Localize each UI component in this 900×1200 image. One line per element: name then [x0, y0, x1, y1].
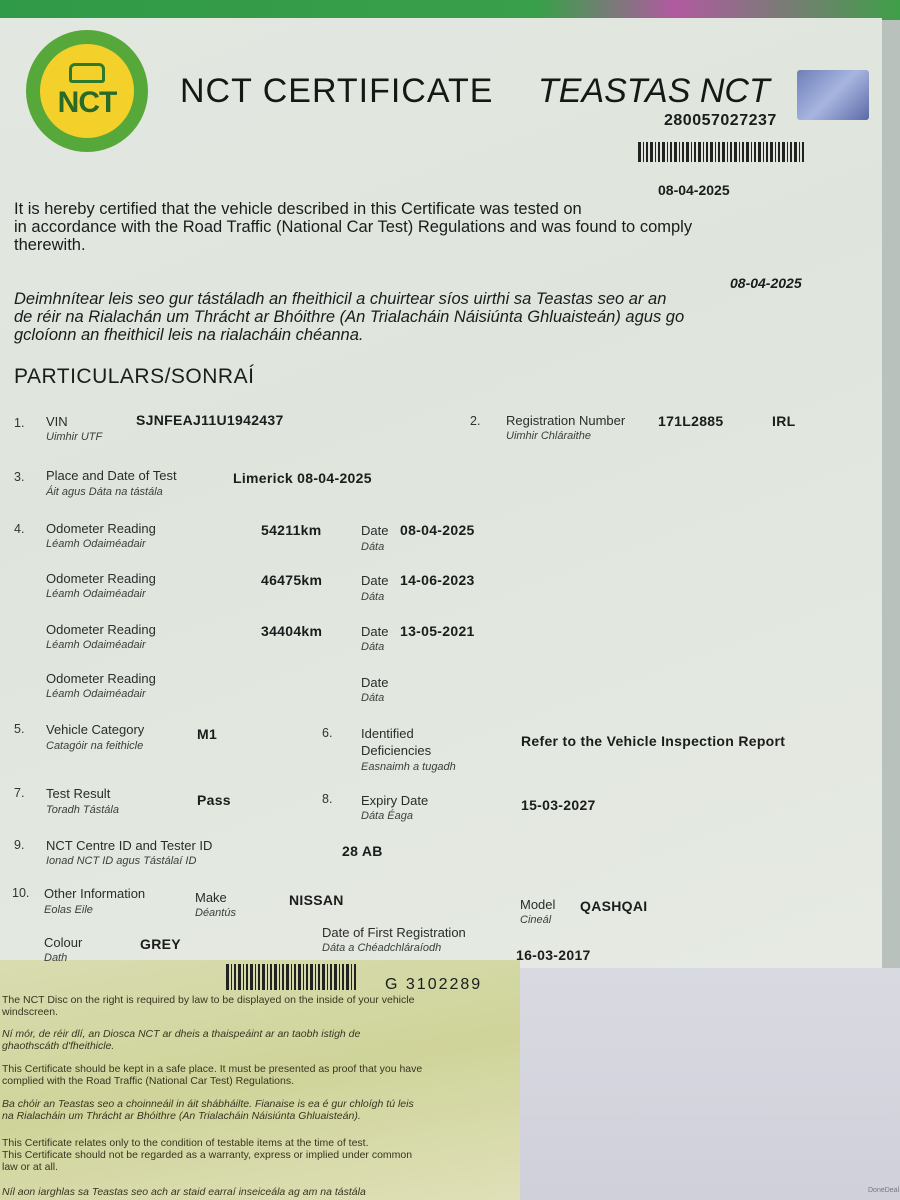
watermark: DoneDeal — [868, 1187, 900, 1194]
barcode-bar — [226, 964, 229, 990]
odometer-date-label: Date — [361, 523, 389, 538]
item-number: 4. — [14, 522, 25, 536]
other-info-label: Other Information — [44, 886, 146, 901]
odometer-value-3: 34404km — [261, 623, 323, 639]
test-date-top: 08-04-2025 — [658, 182, 730, 198]
barcode-bar — [303, 964, 304, 990]
barcode-bar — [322, 964, 325, 990]
item-number: 3. — [14, 470, 25, 484]
barcode-bar — [763, 142, 764, 162]
barcode-bar — [334, 964, 337, 990]
barcode-bar — [274, 964, 277, 990]
barcode-bar — [794, 142, 797, 162]
barcode-bar — [710, 142, 713, 162]
barcode-bar — [799, 142, 800, 162]
make-sublabel: Déantús — [195, 907, 236, 919]
barcode-bar — [270, 964, 272, 990]
barcode-bar — [662, 142, 665, 162]
barcode-bar — [650, 142, 653, 162]
result-value: Pass — [197, 792, 231, 808]
make-label: Make — [195, 890, 227, 905]
odometer-date-label: Date — [361, 573, 389, 588]
odometer-date-1: 08-04-2025 — [400, 522, 475, 538]
item-number: 6. — [322, 726, 333, 740]
top-color-band — [0, 0, 900, 20]
barcode-bar — [658, 142, 660, 162]
first-reg-label: Date of First Registration — [322, 925, 466, 940]
disc-note-line: Ní mór, de réir dlí, an Diosca NCT ar dheis a thaispeáint ar an taobh istigh de — [2, 1028, 361, 1040]
barcode-bar — [754, 142, 756, 162]
centre-label: NCT Centre ID and Tester ID — [46, 838, 213, 853]
odometer-sublabel: Léamh Odaiméadair — [46, 639, 146, 651]
barcode-bar — [315, 964, 316, 990]
registration-country: IRL — [772, 413, 796, 429]
odometer-label: Odometer Reading — [46, 521, 156, 536]
title-irish: TEASTAS NCT — [538, 72, 770, 110]
odometer-sublabel: Léamh Odaiméadair — [46, 588, 146, 600]
barcode-bar — [342, 964, 344, 990]
barcode-bar — [787, 142, 788, 162]
odometer-date-sublabel: Dáta — [361, 641, 385, 653]
disc-note-line: The NCT Disc on the right is required by law to be displayed on the inside of your vehicle — [2, 994, 415, 1006]
model-label: Model — [520, 897, 556, 912]
centre-sublabel: Ionad NCT ID agus Tástálaí ID — [46, 855, 197, 867]
barcode-bar — [670, 142, 672, 162]
barcode-bar — [231, 964, 232, 990]
vin-label: VIN — [46, 414, 68, 429]
disc-note-line: complied with the Road Traffic (National Car Test) Regulations. — [2, 1075, 295, 1087]
odometer-date-3: 13-05-2021 — [400, 623, 475, 639]
odometer-date-label: Date — [361, 675, 389, 690]
barcode-bar — [746, 142, 749, 162]
barcode-bar — [775, 142, 776, 162]
barcode-bar — [286, 964, 289, 990]
disc-code: G 3102289 — [385, 976, 483, 993]
barcode-bar — [655, 142, 656, 162]
barcode-bar — [770, 142, 773, 162]
barcode-bar — [258, 964, 260, 990]
barcode-bar — [742, 142, 744, 162]
colour-sublabel: Dath — [44, 952, 68, 964]
disc-note-line: ghaothscáth d'fheithicle. — [2, 1040, 115, 1052]
barcode-bar — [330, 964, 332, 990]
deficiencies-value: Refer to the Vehicle Inspection Report — [521, 733, 786, 749]
barcode-bar — [310, 964, 313, 990]
barcode-bar — [327, 964, 328, 990]
item-number: 5. — [14, 722, 25, 736]
deficiencies-label-2: Deficiencies — [361, 743, 432, 758]
expiry-value: 15-03-2027 — [521, 797, 596, 813]
other-info-sublabel: Eolas Eile — [44, 904, 93, 916]
barcode-bar — [255, 964, 256, 990]
first-reg-value: 16-03-2017 — [516, 947, 591, 963]
barcode-bar — [262, 964, 265, 990]
first-reg-sublabel: Dáta a Chéadchláraíodh — [322, 942, 442, 954]
title-english: NCT CERTIFICATE — [180, 72, 494, 110]
barcode-bar — [282, 964, 284, 990]
colour-label: Colour — [44, 935, 83, 950]
barcode-bar — [646, 142, 648, 162]
deficiencies-sublabel: Easnaimh a tugadh — [361, 761, 456, 773]
barcode-bar — [751, 142, 752, 162]
result-sublabel: Toradh Tástála — [46, 804, 119, 816]
item-number: 10. — [12, 886, 30, 900]
barcode-bar — [727, 142, 728, 162]
barcode-bar — [250, 964, 253, 990]
background-surface — [520, 968, 900, 1200]
barcode-bar — [734, 142, 737, 162]
barcode-bar — [706, 142, 708, 162]
nct-logo-icon — [26, 30, 148, 152]
barcode-bar — [667, 142, 668, 162]
test-place-value: Limerick 08-04-2025 — [233, 470, 372, 486]
odometer-date-sublabel: Dáta — [361, 591, 385, 603]
barcode-bar — [234, 964, 236, 990]
disc-barcode — [226, 964, 358, 990]
deficiencies-label-1: Identified — [361, 726, 414, 741]
registration-sublabel: Uimhir Chláraithe — [506, 430, 591, 442]
barcode-bar — [703, 142, 704, 162]
barcode-bar — [739, 142, 740, 162]
barcode-bar — [778, 142, 780, 162]
disc-note-line: Níl aon iarghlas sa Teastas seo ach ar staid earraí inseiceála ag am na tástála — [2, 1186, 366, 1198]
odometer-value-1: 54211km — [261, 522, 322, 538]
particulars-heading: PARTICULARS/SONRAÍ — [14, 365, 255, 388]
barcode-bar — [243, 964, 244, 990]
odometer-label: Odometer Reading — [46, 622, 156, 637]
make-value: NISSAN — [289, 892, 344, 908]
item-number: 2. — [470, 414, 481, 428]
disc-note-line: This Certificate relates only to the condition of testable items at the time of test. — [2, 1137, 369, 1149]
barcode-bar — [722, 142, 725, 162]
odometer-date-2: 14-06-2023 — [400, 572, 475, 588]
barcode-bar — [318, 964, 320, 990]
item-number: 9. — [14, 838, 25, 852]
barcode-bar — [306, 964, 308, 990]
barcode-bar — [339, 964, 340, 990]
barcode-bar — [679, 142, 680, 162]
disc-note-line: This Certificate should not be regarded as a warranty, express or implied under common — [2, 1149, 413, 1161]
barcode-bar — [674, 142, 677, 162]
barcode-bar — [246, 964, 248, 990]
statement-ga-line-3: gcloíonn an fheithicil leis na rialacháin chéanna. — [14, 326, 364, 344]
barcode-bar — [718, 142, 720, 162]
barcode-bar — [691, 142, 692, 162]
colour-value: GREY — [140, 936, 181, 952]
test-date-irish: 08-04-2025 — [730, 275, 802, 291]
barcode-bar — [698, 142, 701, 162]
car-icon — [69, 63, 105, 83]
odometer-date-label: Date — [361, 624, 389, 639]
model-value: QASHQAI — [580, 898, 648, 914]
barcode-bar — [638, 142, 641, 162]
barcode-bar — [294, 964, 296, 990]
barcode-bar — [354, 964, 356, 990]
odometer-label: Odometer Reading — [46, 571, 156, 586]
barcode-bar — [766, 142, 768, 162]
statement-en-line-2: in accordance with the Road Traffic (National Car Test) Regulations and was found to comply — [14, 218, 693, 236]
statement-ga-line-1: Deimhnítear leis seo gur tástáladh an fheithicil a chuirtear síos uirthi sa Teastas seo ar an — [14, 290, 667, 308]
barcode-bar — [694, 142, 696, 162]
category-sublabel: Catagóir na feithicle — [46, 740, 144, 752]
item-number: 7. — [14, 786, 25, 800]
vin-sublabel: Uimhir UTF — [46, 431, 103, 443]
barcode-bar — [782, 142, 785, 162]
category-label: Vehicle Category — [46, 722, 145, 737]
category-value: M1 — [197, 726, 218, 742]
barcode-bar — [730, 142, 732, 162]
test-place-label: Place and Date of Test — [46, 468, 177, 483]
disc-note-line: law or at all. — [2, 1161, 59, 1173]
statement-en-line-3: therewith. — [14, 236, 86, 254]
registration-value: 171L2885 — [658, 413, 724, 429]
barcode-bar — [291, 964, 292, 990]
disc-note-line: windscreen. — [2, 1006, 59, 1018]
registration-label: Registration Number — [506, 413, 626, 428]
disc-note-line: na Rialacháin um Thrácht ar Bhóithre (An Trialacháin Náisiúnta Ghluaisteán). — [2, 1110, 361, 1122]
barcode-bar — [758, 142, 761, 162]
expiry-label: Expiry Date — [361, 793, 429, 808]
result-label: Test Result — [46, 786, 111, 801]
odometer-sublabel: Léamh Odaiméadair — [46, 538, 146, 550]
barcode-bar — [790, 142, 792, 162]
disc-note-line: This Certificate should be kept in a safe place. It must be presented as proof that you have — [2, 1063, 423, 1075]
barcode-bar — [686, 142, 689, 162]
hologram-icon — [797, 70, 869, 120]
barcode-bar — [351, 964, 352, 990]
barcode-bar — [298, 964, 301, 990]
odometer-date-sublabel: Dáta — [361, 692, 385, 704]
disc-note-line: Ba chóir an Teastas seo a choinneáil in áit shábháilte. Fianaise is ea é gur chloígh tú leis — [2, 1098, 414, 1110]
statement-en-line-1: It is hereby certified that the vehicle described in this Certificate was tested on — [14, 200, 582, 218]
barcode-bar — [802, 142, 804, 162]
item-number: 1. — [14, 416, 25, 430]
barcode-bar — [682, 142, 684, 162]
barcode-bar — [643, 142, 644, 162]
expiry-sublabel: Dáta Éaga — [361, 810, 413, 822]
odometer-date-sublabel: Dáta — [361, 541, 385, 553]
test-place-sublabel: Áit agus Dáta na tástála — [46, 486, 163, 498]
statement-ga-line-2: de réir na Rialachán um Thrácht ar Bhóithre (An Trialacháin Náisiúnta Ghluaisteán) agus go — [14, 308, 685, 326]
barcode-bar — [346, 964, 349, 990]
barcode-bar — [238, 964, 241, 990]
model-sublabel: Cineál — [520, 914, 552, 926]
item-number: 8. — [322, 792, 333, 806]
barcode-bar — [715, 142, 716, 162]
odometer-value-2: 46475km — [261, 572, 323, 588]
serial-barcode — [638, 142, 806, 162]
odometer-label: Odometer Reading — [46, 671, 156, 686]
certificate-serial: 280057027237 — [664, 112, 777, 129]
centre-value: 28 AB — [342, 843, 383, 859]
barcode-bar — [267, 964, 268, 990]
vin-value: SJNFEAJ11U1942437 — [136, 412, 284, 428]
odometer-sublabel: Léamh Odaiméadair — [46, 688, 146, 700]
logo-text: NCT — [57, 85, 117, 119]
barcode-bar — [279, 964, 280, 990]
